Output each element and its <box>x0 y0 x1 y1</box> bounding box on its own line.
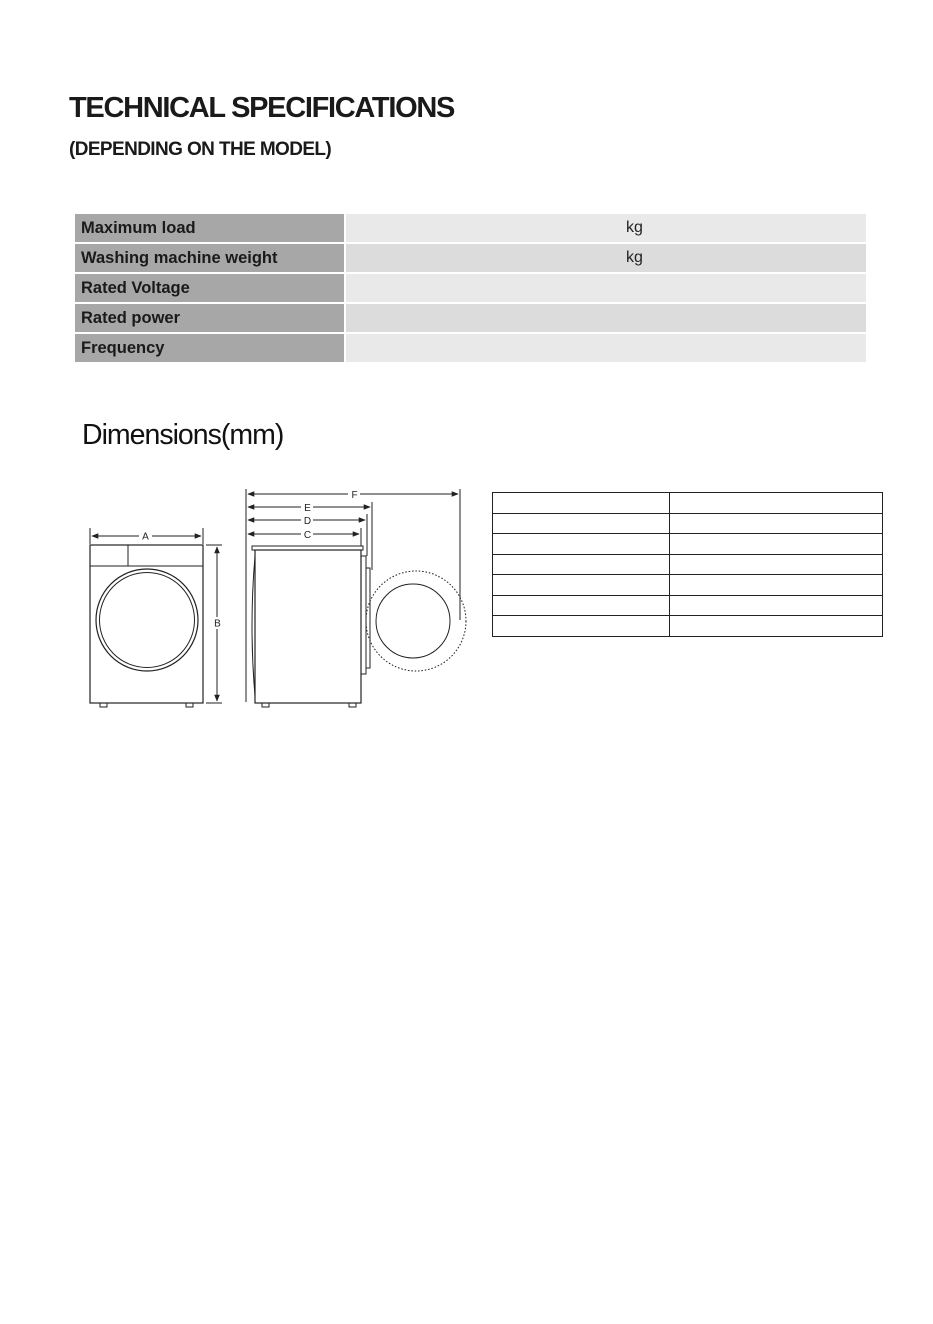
label-e: E <box>304 503 311 514</box>
table-row <box>493 616 883 637</box>
dimension-key-cell <box>493 493 670 514</box>
dimensions-table <box>492 492 883 637</box>
spec-row <box>75 333 866 363</box>
dimension-value-cell <box>670 595 883 616</box>
table-row <box>493 493 883 514</box>
door-open-arc <box>366 489 466 671</box>
dimension-value-cell <box>670 616 883 637</box>
table-row <box>493 575 883 596</box>
dimension-c <box>248 528 361 546</box>
table-row <box>493 534 883 555</box>
spec-value-cell <box>345 273 866 303</box>
spec-value-cell <box>345 243 866 273</box>
dimension-f <box>248 488 458 501</box>
spec-row <box>75 303 866 333</box>
dimension-key-cell <box>493 534 670 555</box>
spec-label: Rated power <box>75 303 345 333</box>
spec-row <box>75 243 866 273</box>
dimension-value-cell <box>670 575 883 596</box>
page-subtitle: (DEPENDING ON THE MODEL) <box>69 139 332 160</box>
spec-value: kg <box>626 249 643 266</box>
dimension-a <box>90 528 203 544</box>
dimension-b <box>206 545 223 703</box>
label-f: F <box>351 490 358 501</box>
label-b: B <box>214 618 221 630</box>
spec-label: Frequency <box>75 333 345 363</box>
dimension-value-cell <box>670 493 883 514</box>
spec-table <box>75 214 866 364</box>
dimension-key-cell <box>493 513 670 534</box>
dimension-value-cell <box>670 534 883 555</box>
label-c: C <box>303 530 312 541</box>
dimension-key-cell <box>493 554 670 575</box>
washing-machine-dimension-diagram <box>0 480 480 720</box>
front-view <box>90 545 203 707</box>
spec-value: kg <box>626 219 643 236</box>
spec-label: Maximum load <box>75 214 345 243</box>
spec-value-cell <box>345 303 866 333</box>
spec-label: Rated Voltage <box>75 273 345 303</box>
spec-row <box>75 214 866 243</box>
table-row <box>493 595 883 616</box>
spec-row <box>75 273 866 303</box>
spec-value-cell <box>345 214 866 243</box>
dimension-key-cell <box>493 575 670 596</box>
dimension-value-cell <box>670 554 883 575</box>
page-title: TECHNICAL SPECIFICATIONS <box>69 92 455 124</box>
table-row <box>493 554 883 575</box>
dimensions-title: Dimensions(mm) <box>82 419 284 451</box>
label-d: D <box>303 516 312 527</box>
table-row <box>493 513 883 534</box>
spec-label: Washing machine weight <box>75 243 345 273</box>
label-a: A <box>142 531 149 543</box>
dimension-key-cell <box>493 616 670 637</box>
spec-value-cell <box>345 333 866 363</box>
dimension-value-cell <box>670 513 883 534</box>
dimension-key-cell <box>493 595 670 616</box>
